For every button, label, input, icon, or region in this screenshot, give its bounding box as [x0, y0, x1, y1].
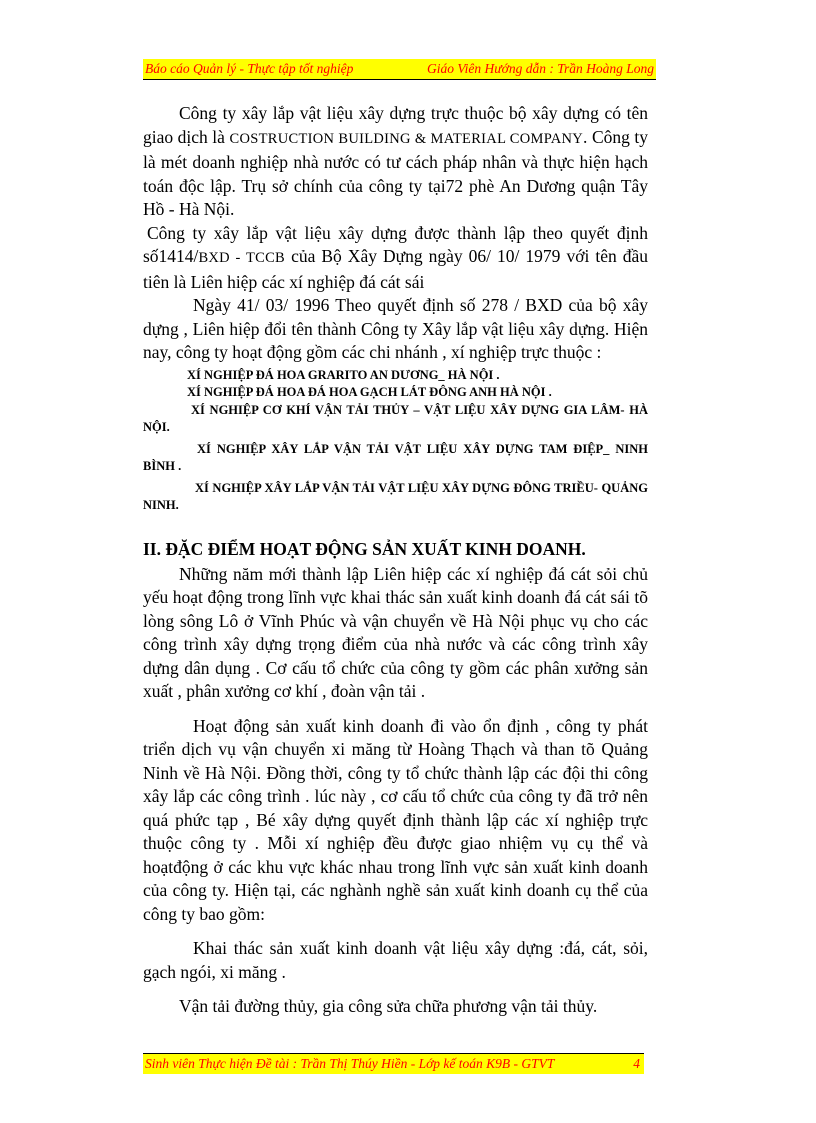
- branch-item: XÍ NGHIỆP XÂY LẮP VẬN TẢI VẬT LIỆU XÂY DỰNG ĐÔNG TRIỀU- QUẢNG NINH.: [143, 480, 648, 512]
- section-heading: II. ĐẶC ĐIỂM HOẠT ĐỘNG SẢN XUẤT KINH DOANH.: [143, 538, 586, 559]
- intro-paragraph-1: [143, 102, 648, 222]
- intro-paragraph-2: [143, 222, 648, 295]
- page-number: 4: [633, 1056, 640, 1071]
- intro-company-name: COSTRUCTION BUILDING & MATERIAL COMPANY: [229, 130, 584, 147]
- intro-decision-code: BXD - TCCB: [198, 250, 286, 266]
- intro-p2-text-c: của Bộ Xây Dựng ngày 06/ 10/ 1979 với tên đầu tiên là Liên hiệp các xí nghiệp đá cát sái: [143, 246, 648, 292]
- branch-list: [143, 367, 648, 515]
- page-footer: [143, 1053, 644, 1074]
- intro-p1-text-c: . Công ty là mét doanh nghiệp nhà nước có tư cách pháp nhân và thực hiện hạch toán độc lập. Trụ sở chính của công ty tại72 phè An Dương quận Tây Hồ - Hà Nội.: [143, 126, 648, 219]
- intro-p1-text-a: Công ty xây lắp vật liệu xây dựng trực thuộc bộ xây dựng có tên giao dịch là: [143, 103, 648, 147]
- footer-student-info: Sinh viên Thực hiện Đề tài : Trần Thị Thúy Hiền - Lớp kế toán K9B - GTVT: [145, 1056, 555, 1071]
- branch-item: XÍ NGHIỆP ĐÁ HOA ĐÁ HOA GẠCH LÁT ĐÔNG ANH HÀ NỘI .: [187, 385, 552, 399]
- branch-item: XÍ NGHIỆP ĐÁ HOA GRARITO AN DƯƠNG_ HÀ NỘI .: [187, 367, 500, 382]
- branch-item: XÍ NGHIỆP CƠ KHÍ VẬN TẢI THỦY – VẬT LIỆU XÂY DỰNG GIA LÂM- HÀ NỘI.: [143, 402, 648, 434]
- section-paragraph-1: Những năm mới thành lập Liên hiệp các xí nghiệp đá cát sỏi chủ yếu hoạt động trong lĩnh vực khai thác sản xuất kinh doanh đá cát sái tõ lòng sông Lô ở Vĩnh Phúc và vận chuyển về Hà Nội phục vụ cho các công trình xây dựng trọng điểm của nhà nước và các công trình xây dựng dân dụng . Cơ cấu tổ chức của công ty gồm các phân xưởng sản xuất , phân xưởng cơ khí , đoàn vận tải .: [143, 563, 648, 701]
- page-content: [143, 102, 648, 1019]
- intro-paragraph-3: Ngày 41/ 03/ 1996 Theo quyết định số 278 / BXD của bộ xây dựng , Liên hiệp đổi tên thành Công ty Xây lắp vật liệu xây dựng. Hiện nay, công ty hoạt động gồm các chi nhánh , xí nghiệp trực thuộc :: [143, 295, 648, 362]
- header-report-title: Báo cáo Quản lý - Thực tập tốt nghiệp: [145, 61, 354, 76]
- header-supervisor: Giáo Viên Hướng dẫn : Trần Hoàng Long: [427, 61, 654, 76]
- intro-p2-text-a: Công ty xây lắp vật liệu xây dựng được thành lập theo quyết định số1414/: [143, 222, 648, 266]
- section-paragraph-3: Khai thác sản xuất kinh doanh vật liệu xây dựng :đá, cát, sỏi, gạch ngói, xi măng .: [143, 938, 648, 982]
- page-header: [143, 59, 656, 80]
- section-paragraph-2: Hoạt động sản xuất kinh doanh đi vào ổn định , công ty phát triển dịch vụ vận chuyển xi măng từ Hoàng Thạch và than tõ Quảng Ninh về Hà Nội. Đồng thời, công ty tổ chức thành lập các đội thi công xây lắp các công trình . lúc này , cơ cấu tổ chức của công ty đã trở nên quá phức tạp , Bé xây dựng quyết định thành lập các xí nghiệp trực thuộc công ty . Mỗi xí nghiệp đều được giao nhiệm vụ cụ thể và hoạtđộng ở các khu vực khác nhau trong lĩnh vực sản xuất kinh doanh của công ty. Hiện tại, các nghành nghề sản xuất kinh doanh cụ thể của công ty bao gồm:: [143, 715, 648, 924]
- section-paragraph-4: Vận tải đường thủy, gia công sửa chữa phương vận tải thủy.: [179, 996, 598, 1016]
- branch-item: XÍ NGHIỆP XÂY LẮP VẬN TẢI VẬT LIỆU XÂY DỰNG TAM ĐIỆP_ NINH BÌNH .: [143, 441, 648, 473]
